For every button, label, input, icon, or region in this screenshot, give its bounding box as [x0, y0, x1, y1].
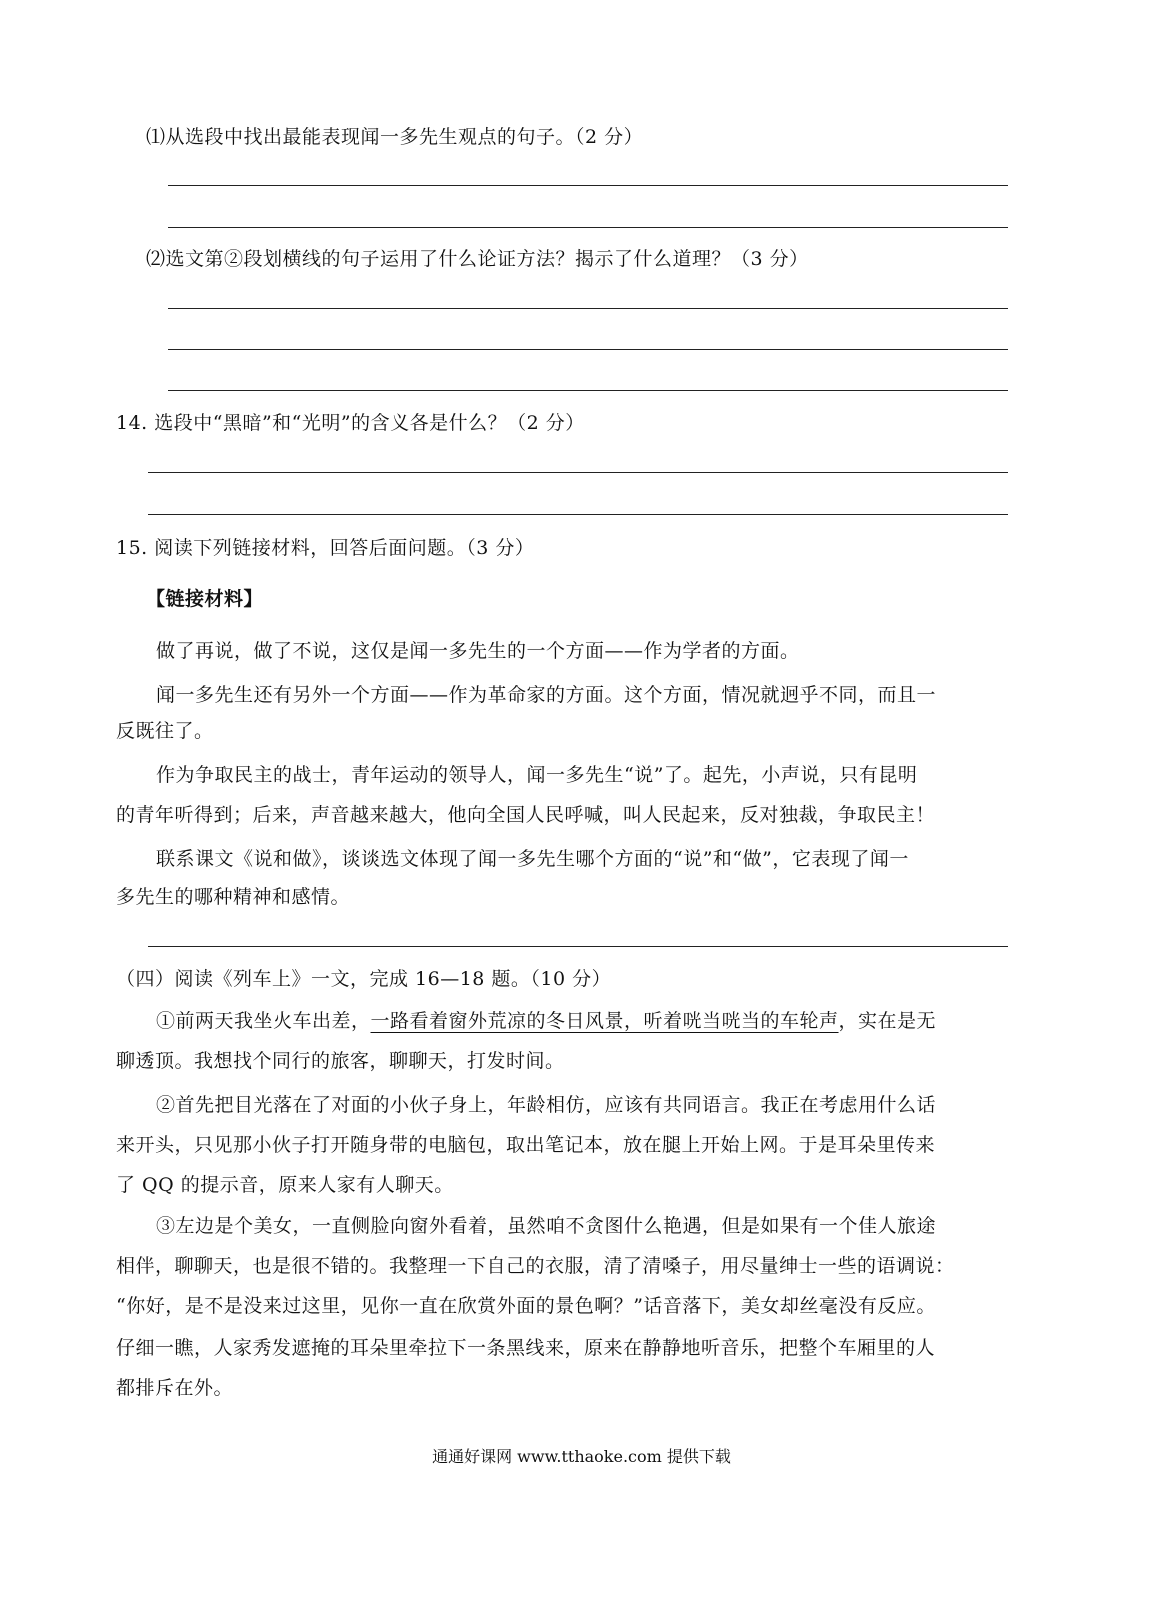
- paragraph-1-line: 聊透顶。我想找个同行的旅客，聊聊天，打发时间。: [116, 1050, 565, 1072]
- answer-line[interactable]: [148, 946, 1008, 947]
- question-15: 15. 阅读下列链接材料，回答后面问题。（3 分）: [116, 537, 535, 559]
- material-line: 做了再说，做了不说，这仅是闻一多先生的一个方面——作为学者的方面。: [156, 640, 800, 662]
- material-heading: 【链接材料】: [146, 588, 264, 610]
- paragraph-2-line: 来开头，只见那小伙子打开随身带的电脑包，取出笔记本，放在腿上开始上网。于是耳朵里传来: [116, 1134, 936, 1156]
- question-14: 14. 选段中“黑暗”和“光明”的含义各是什么？（2 分）: [116, 412, 585, 434]
- paragraph-1-prefix: ①前两天我坐火车出差，: [156, 1010, 371, 1032]
- section-4-heading: （四）阅读《列车上》一文，完成 16—18 题。（10 分）: [116, 968, 612, 990]
- page-footer: 通通好课网 www.tthaoke.com 提供下载: [432, 1447, 731, 1466]
- answer-line[interactable]: [168, 349, 1008, 350]
- answer-line[interactable]: [168, 308, 1008, 309]
- material-line: 的青年听得到；后来，声音越来越大，他向全国人民呼喊，叫人民起来，反对独裁，争取民主！: [116, 804, 936, 826]
- material-line: 反既往了。: [116, 720, 214, 742]
- question-13-2: ⑵选文第②段划横线的句子运用了什么论证方法？揭示了什么道理？（3 分）: [146, 248, 809, 270]
- answer-line[interactable]: [168, 390, 1008, 391]
- answer-line[interactable]: [148, 472, 1008, 473]
- paragraph-1-suffix: ，实在是无: [838, 1010, 937, 1032]
- underlined-sentence: 一路看着窗外荒凉的冬日风景，听着咣当咣当的车轮声: [370, 1010, 839, 1032]
- paragraph-3-line: “你好，是不是没来过这里，见你一直在欣赏外面的景色啊？”话音落下，美女却丝毫没有反应。: [116, 1295, 936, 1317]
- paragraph-3-line: 都排斥在外。: [116, 1377, 234, 1399]
- material-line: 闻一多先生还有另外一个方面——作为革命家的方面。这个方面，情况就迥乎不同，而且一: [156, 684, 937, 706]
- question-13-1: ⑴从选段中找出最能表现闻一多先生观点的句子。（2 分）: [146, 126, 644, 148]
- answer-line[interactable]: [168, 185, 1008, 186]
- paragraph-3-line: 仔细一瞧，人家秀发遮掩的耳朵里牵拉下一条黑线来，原来在静静地听音乐，把整个车厢里的人: [116, 1337, 936, 1359]
- answer-line[interactable]: [168, 227, 1008, 228]
- paragraph-2-line: 了 QQ 的提示音，原来人家有人聊天。: [116, 1174, 454, 1196]
- material-line: 多先生的哪种精神和感情。: [116, 886, 351, 908]
- answer-line[interactable]: [148, 514, 1008, 515]
- material-line: 联系课文《说和做》，谈谈选文体现了闻一多先生哪个方面的“说”和“做”，它表现了闻一: [156, 848, 909, 870]
- paragraph-3-line: ③左边是个美女，一直侧脸向窗外看着，虽然咱不贪图什么艳遇，但是如果有一个佳人旅途: [156, 1215, 937, 1237]
- material-line: 作为争取民主的战士，青年运动的领导人，闻一多先生“说”了。起先，小声说，只有昆明: [156, 764, 918, 786]
- paragraph-2-line: ②首先把目光落在了对面的小伙子身上，年龄相仿，应该有共同语言。我正在考虑用什么话: [156, 1094, 937, 1116]
- paragraph-3-line: 相伴，聊聊天，也是很不错的。我整理一下自己的衣服，清了清嗓子，用尽量绅士一些的语调说：: [116, 1255, 955, 1277]
- paragraph-1-line: [156, 1008, 936, 1034]
